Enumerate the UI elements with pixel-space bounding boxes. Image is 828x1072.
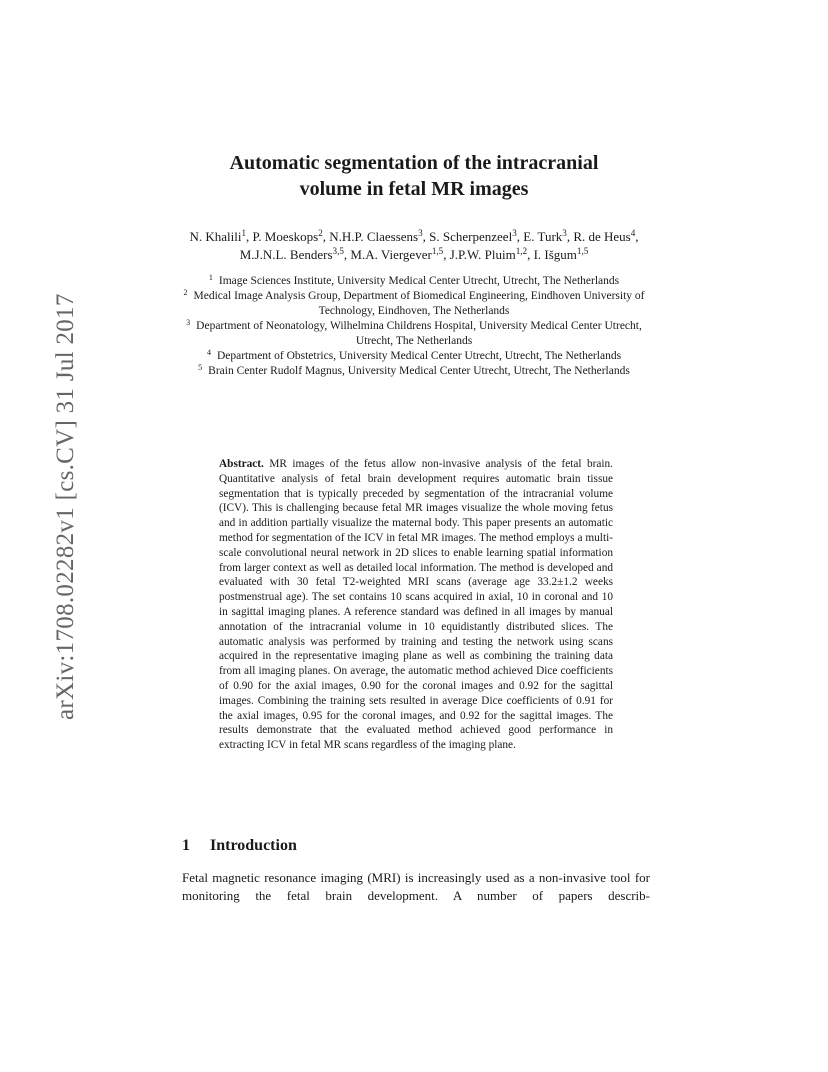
author: [189, 229, 246, 244]
affiliation-number: 4: [206, 347, 211, 357]
author: [252, 229, 322, 244]
affiliation-text: Department of Neonatology, Wilhelmina Childrens Hospital, University Medical Center Utrecht, Utrecht, The Netherlands: [196, 320, 642, 347]
author: [573, 229, 635, 244]
author-name: S. Scherpenzeel: [429, 229, 513, 244]
author-name: R. de Heus: [573, 229, 631, 244]
affiliation-number: 2: [183, 287, 188, 297]
abstract-text: MR images of the fetus allow non-invasive analysis of the fetal brain. Quantitative analysis of fetal brain development requires automatic brain tissue segmentation that is typically preceded by segmentation of the intracranial volume (ICV). This is challenging because fetal MR images visualize the whole moving fetus and in addition partially visualize the maternal body. This paper presents an automatic method for segmentation of the ICV in fetal MR images. The method employs a multi-scale convolutional neural network in 2D slices to enable learning spatial information from larger context as well as detailed local information. The method is developed and evaluated with 30 fetal T2-weighted MRI scans (average age 33.2±1.2 weeks postmenstrual age). The set contains 10 scans acquired in axial, 10 in coronal and 10 in sagittal imaging planes. A reference standard was defined in all images by manual annotation of the intracranial volume in 10 equidistantly distributed slices. The automatic analysis was performed by training and testing the network using scans acquired in the representative imaging plane as well as combining the training data from all imaging planes. On average, the automatic method achieved Dice coefficients of 0.90 for the axial images, 0.90 for the coronal images and 0.92 for the sagittal images. Combining the training sets resulted in average Dice coefficients of 0.91 for the axial images, 0.95 for the coronal images, and 0.92 for the sagittal images. The results demonstrate that the evaluated method achieved good performance in extracting ICV in fetal MR scans regardless of the imaging plane.: [219, 458, 613, 752]
affiliation: [176, 319, 652, 349]
author: [450, 247, 527, 262]
author-affiliation-mark: 1,5: [576, 246, 589, 256]
section-title: Introduction: [210, 837, 297, 854]
author: [329, 229, 422, 244]
paper-title: [150, 150, 678, 202]
section-heading-introduction: [182, 836, 297, 856]
author-name: N. Khalili: [189, 229, 242, 244]
author-affiliation-mark: 3: [418, 228, 423, 238]
abstract-label: Abstract.: [219, 458, 264, 470]
author-affiliation-mark: 1: [241, 228, 246, 238]
author: [534, 247, 589, 262]
affiliation: [176, 364, 652, 379]
author-name: M.J.N.L. Benders: [239, 247, 333, 262]
author-name: J.P.W. Pluim: [449, 247, 516, 262]
author-name: E. Turk: [523, 229, 563, 244]
affiliation-text: Department of Obstetrics, University Medical Center Utrecht, Utrecht, The Netherlands: [216, 350, 622, 362]
author-affiliation-mark: 1,5: [431, 246, 444, 256]
affiliation-number: 1: [208, 272, 213, 282]
author-affiliation-mark: 3: [562, 228, 567, 238]
author: [350, 247, 443, 262]
author-name: M.A. Viergever: [350, 247, 432, 262]
author-affiliation-mark: 2: [318, 228, 323, 238]
author-affiliation-mark: 3,5: [332, 246, 344, 256]
arxiv-identifier: arXiv:1708.02282v1 [cs.CV] 31 Jul 2017: [52, 293, 79, 720]
author-name: P. Moeskops: [252, 229, 319, 244]
title-line-2: volume in fetal MR images: [299, 178, 529, 200]
affiliation-text: Brain Center Rudolf Magnus, University Medical Center Utrecht, Utrecht, The Netherlands: [208, 365, 630, 377]
author-affiliation-mark: 4: [630, 228, 636, 238]
author: [429, 229, 517, 244]
author-list: N. Khalili$^1$, P. Moeskops$^2$, N.H.P. Claessens$^3$, S. Scherpenzeel$^3$, E. Turk$^3$, R. de Heus$^4$, M.J.N.L. Benders$^{3,5}$, M.A. Viergever$^{1,5}$, J.P.W. Pluim$^{1,2}$, I. Išgum$^{1,5}$: [189, 228, 639, 262]
author-affiliation-mark: 1,2: [515, 246, 528, 256]
affiliation-text: Medical Image Analysis Group, Department of Biomedical Engineering, Eindhoven University of Technology, Eindhoven, The Netherlands: [193, 290, 645, 317]
author: [523, 229, 567, 244]
abstract: [219, 457, 613, 753]
affiliation-number: 5: [198, 362, 203, 372]
affiliation-list: [176, 274, 652, 379]
affiliation-text: Image Sciences Institute, University Medical Center Utrecht, Utrecht, The Netherlands: [218, 275, 620, 287]
author-name: N.H.P. Claessens: [329, 229, 419, 244]
affiliation: [176, 289, 652, 319]
author-name: I. Išgum: [533, 247, 577, 262]
title-line-1: Automatic segmentation of the intracranial: [229, 152, 599, 174]
author-affiliation-mark: 3: [512, 228, 517, 238]
introduction-paragraph: Fetal magnetic resonance imaging (MRI) is increasingly used as a non-invasive tool for monitoring the fetal brain development. A number of papers describ-: [182, 870, 650, 903]
affiliation: [176, 274, 652, 289]
affiliation-number: 3: [186, 317, 191, 327]
author: [240, 247, 344, 262]
affiliation: [176, 349, 652, 364]
section-number: 1: [182, 837, 190, 854]
